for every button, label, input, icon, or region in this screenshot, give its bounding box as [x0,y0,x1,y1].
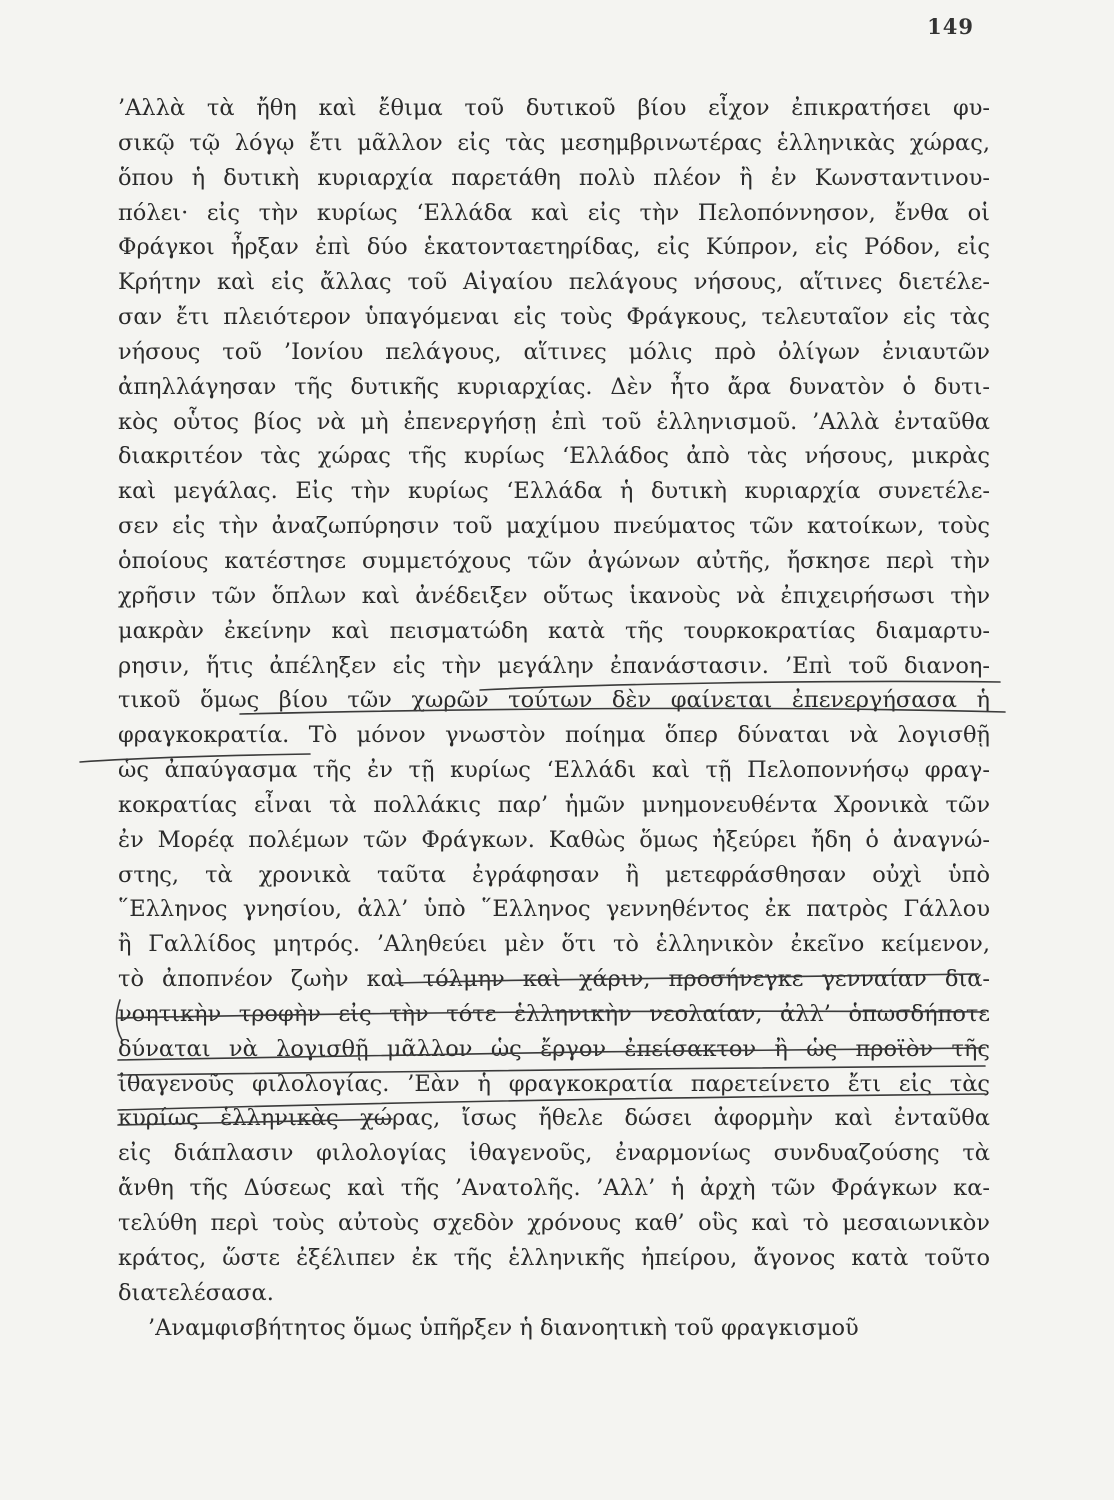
text-line: ’Αλλὰ τὰ ἤθη καὶ ἔθιμα τοῦ δυτικοῦ βίου εἶχον ἐπικρατήσει φυ- [118,95,990,121]
text-line: κὸς οὗτος βίος νὰ μὴ ἐπενεργήσῃ ἐπὶ τοῦ ἑλληνισμοῦ. ’Αλλὰ ἐνταῦθα [118,408,990,435]
text-line: ὅπου ἡ δυτικὴ κυριαρχία παρετάθη πολὺ πλέον ἢ ἐν Κωνσταντινου- [118,164,990,191]
text-line: κράτος, ὥστε ἐξέλιπεν ἐκ τῆς ἑλληνικῆς ἠπείρου, ἄγονος κατὰ τοῦτο [118,1244,990,1271]
text-line: φραγκοκρατία. Τὸ μόνον γνωστὸν ποίημα ὅπερ δύναται νὰ λογισθῇ [118,722,990,749]
text-line: ἐν Μορέᾳ πολέμων τῶν Φράγκων. Καθὼς ὅμως ἠξεύρει ἤδη ὁ ἀναγνώ- [118,826,990,853]
text-line: διακριτέον τὰς χώρας τῆς κυρίως ‘Ελλάδος ἀπὸ τὰς νήσους, μικρὰς [118,443,990,470]
text-line: ἢ Γαλλίδος μητρός. ’Αληθεύει μὲν ὅτι τὸ ἑλληνικὸν ἐκεῖνο κείμενον, [118,931,990,958]
text-line: σαν ἔτι πλειότερον ὑπαγόμεναι εἰς τοὺς Φράγκους, τελευταῖον εἰς τὰς [118,304,990,331]
text-line: σεν εἰς τὴν ἀναζωπύρησιν τοῦ μαχίμου πνεύματος τῶν κατοίκων, τοὺς [118,513,990,540]
text-line: Κρήτην καὶ εἰς ἄλλας τοῦ Αἰγαίου πελάγους νήσους, αἵτινες διετέλε- [118,269,990,296]
text-line: τὸ ἀποπνέον ζωὴν καὶ τόλμην καὶ χάριν, προσήνεγκε γενναίαν δια- [118,966,990,993]
text-line: κοκρατίας εἶναι τὰ πολλάκις παρ’ ἡμῶν μνημονευθέντα Χρονικὰ τῶν [118,791,990,818]
text-line: ἰθαγενοῦς φιλολογίας. ’Εὰν ἡ φραγκοκρατία παρετείνετο ἔτι εἰς τὰς [118,1070,990,1097]
text-line: ῞Ελληνος γνησίου, ἀλλ’ ὑπὸ ῞Ελληνος γεννηθέντος ἐκ πατρὸς Γάλλου [118,896,990,923]
text-line: διατελέσασα. [118,1279,274,1306]
text-line: νοητικὴν τροφὴν εἰς τὴν τότε ἑλληνικὴν νεολαίαν, ἀλλ’ ὁπωσδήποτε [118,1000,990,1027]
page-number: 149 [927,14,974,39]
text-line: ’Αναμφισβήτητος ὅμως ὑπῆρξεν ἡ διανοητικὴ τοῦ φραγκισμοῦ [148,1314,859,1341]
body-text [118,91,990,1345]
text-line: εἰς διάπλασιν φιλολογίας ἰθαγενοῦς, ἐναρμονίως συνδυαζούσης τὰ [118,1140,990,1167]
text-line: τικοῦ ὅμως βίου τῶν χωρῶν τούτων δὲν φαίνεται ἐπενεργήσασα ἡ [118,687,990,714]
text-line: δύναται νὰ λογισθῇ μᾶλλον ὡς ἔργον ἐπείσακτον ἢ ὡς προϊὸν τῆς [118,1035,990,1062]
text-line: ἀπηλλάγησαν τῆς δυτικῆς κυριαρχίας. Δὲν ἦτο ἄρα δυνατὸν ὁ δυτι- [118,373,990,400]
text-line: ὡς ἀπαύγασμα τῆς ἐν τῇ κυρίως ‘Ελλάδι καὶ τῇ Πελοποννήσῳ φραγ- [118,757,990,784]
text-line: κυρίως ἑλληνικὰς χώρας, ἴσως ἤθελε δώσει ἀφορμὴν καὶ ἐνταῦθα [118,1105,990,1132]
text-line: ρησιν, ἥτις ἀπέληξεν εἰς τὴν μεγάλην ἐπανάστασιν. ’Επὶ τοῦ διανοη- [118,652,990,679]
text-line: νήσους τοῦ ’Ιονίου πελάγους, αἵτινες μόλις πρὸ ὀλίγων ἐνιαυτῶν [118,338,990,365]
text-line: ὁποίους κατέστησε συμμετόχους τῶν ἀγώνων αὐτῆς, ἤσκησε περὶ τὴν [118,547,990,574]
text-line: στης, τὰ χρονικὰ ταῦτα ἐγράφησαν ἢ μετεφράσθησαν οὐχὶ ὑπὸ [118,861,990,888]
text-line: Φράγκοι ἦρξαν ἐπὶ δύο ἑκατονταετηρίδας, εἰς Κύπρον, εἰς Ρόδον, εἰς [118,234,990,261]
text-line: χρῆσιν τῶν ὅπλων καὶ ἀνέδειξεν οὕτως ἱκανοὺς νὰ ἐπιχειρήσωσι τὴν [118,582,990,609]
text-line: πόλει· εἰς τὴν κυρίως ‘Ελλάδα καὶ εἰς τὴν Πελοπόννησον, ἔνθα οἱ [118,199,990,226]
text-line: καὶ μεγάλας. Εἰς τὴν κυρίως ‘Ελλάδα ἡ δυτικὴ κυριαρχία συνετέλε- [118,478,990,505]
text-line: μακρὰν ἐκείνην καὶ πεισματώδη κατὰ τῆς τουρκοκρατίας διαμαρτυ- [118,617,990,644]
text-line: τελύθη περὶ τοὺς αὐτοὺς σχεδὸν χρόνους καθ’ οὓς καὶ τὸ μεσαιωνικὸν [118,1210,990,1236]
text-line: ἄνθη τῆς Δύσεως καὶ τῆς ’Ανατολῆς. ’Αλλ’ ἡ ἀρχὴ τῶν Φράγκων κα- [118,1175,990,1202]
text-line: σικῷ τῷ λόγῳ ἔτι μᾶλλον εἰς τὰς μεσημβρινωτέρας ἑλληνικὰς χώρας, [118,129,990,156]
